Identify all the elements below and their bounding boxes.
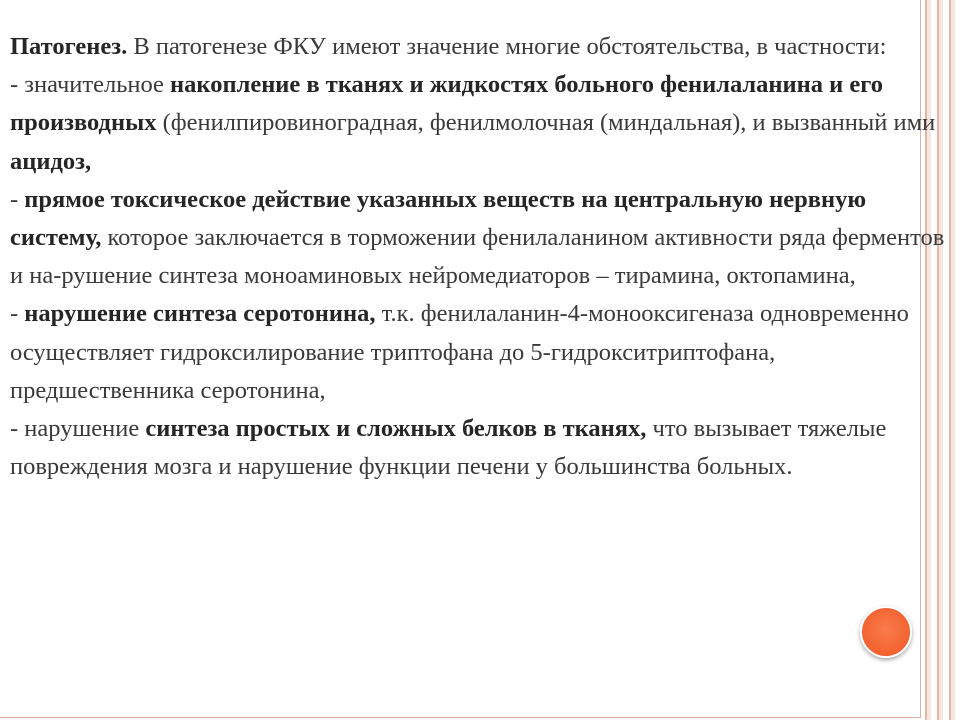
bold-span: нарушение синтеза серотонина, [24, 300, 376, 328]
bold-span: накопление в тканях и жидкостях больного фенилаланина и его производных [10, 71, 884, 137]
bold-span: прямое токсическое действие указанных веществ на центральную нервную систему, [10, 185, 867, 252]
bold-span: ацидоз, [10, 147, 92, 175]
text-span: - [10, 300, 25, 328]
slide-body-text [10, 28, 950, 486]
text-span: что вызывает тяжелые повреждения мозга и нарушение функции печени у большинства больных. [10, 415, 887, 481]
paragraph-pathogenesis-intro [10, 28, 950, 66]
decorative-orange-circle [860, 606, 912, 658]
paragraph-accumulation [10, 66, 950, 181]
pathogenesis-heading: Патогенез. [10, 33, 128, 60]
text-span: - [10, 185, 25, 213]
text-span: которое заключается в торможении фенилаланином активности ряда ферментов и на-рушение синтеза моноаминовых нейромедиаторов – тирамина, октопамина, [10, 224, 945, 290]
text-span: т.к. фенилаланин-4-монооксигеназа одновременно осуществляет гидроксилирование триптофана до 5-гидрокситриптофана, предшественника серотонина, [10, 300, 909, 404]
paragraph-proteins [10, 410, 950, 486]
paragraph-serotonin [10, 295, 950, 410]
paragraph-toxic-action [10, 181, 950, 296]
bold-span: синтеза простых и сложных белков в тканях, [145, 415, 647, 443]
text-span: - значительное [10, 71, 171, 99]
text-span: В патогенезе ФКУ имеют значение многие обстоятельства, в частности: [127, 33, 887, 60]
text-span: (фенилпировиноградная, фенилмолочная (миндальная), и вызванный ими [156, 109, 936, 137]
text-span: - нарушение [10, 415, 146, 443]
